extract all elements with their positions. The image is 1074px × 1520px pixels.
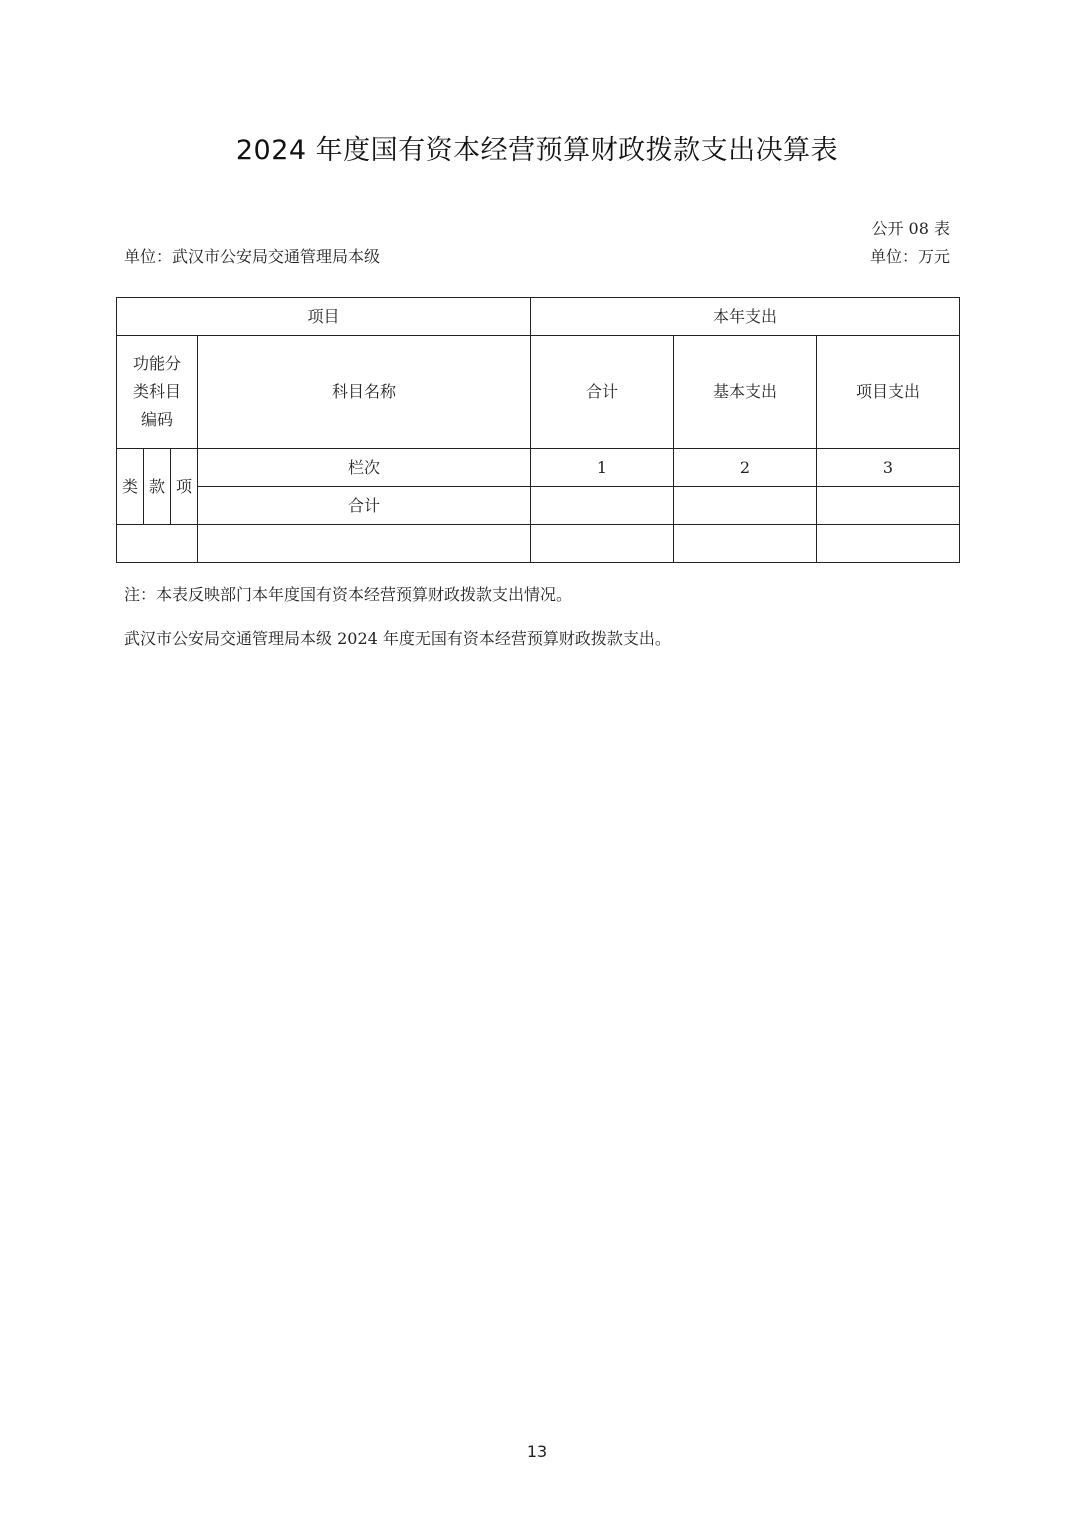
- header-item-cell: 项目: [117, 298, 531, 336]
- empty-project-cell: [817, 525, 960, 563]
- total-header: 合计: [531, 336, 674, 449]
- func-code-line: 功能分: [132, 354, 181, 373]
- column-number-2: 2: [674, 449, 817, 487]
- header-row-2: [117, 336, 960, 449]
- basic-expense-header: 基本支出: [674, 336, 817, 449]
- empty-total-cell: [531, 525, 674, 563]
- code-lei-cell: 类: [117, 449, 144, 525]
- basic-value-cell: [674, 487, 817, 525]
- empty-code-cell: [117, 525, 198, 563]
- subject-name-header: 科目名称: [198, 336, 531, 449]
- page-title: 2024 年度国有资本经营预算财政拨款支出决算表: [235, 135, 839, 166]
- table-number: 公开 08 表: [871, 219, 950, 238]
- func-code-line: 类科目: [132, 382, 181, 401]
- unit-currency: 单位：万元: [869, 247, 950, 266]
- project-value-cell: [817, 487, 960, 525]
- empty-row: [117, 525, 960, 563]
- column-number-3: 3: [817, 449, 960, 487]
- column-label-cell: 栏次: [198, 449, 531, 487]
- table-note: 注：本表反映部门本年度国有资本经营预算财政拨款支出情况。: [124, 585, 573, 604]
- code-xiang-cell: 项: [171, 449, 198, 525]
- empty-subject-cell: [198, 525, 531, 563]
- column-number-row: [117, 449, 960, 487]
- code-kuan-cell: 款: [144, 449, 171, 525]
- unit-organization: 单位：武汉市公安局交通管理局本级: [124, 247, 381, 266]
- func-code-header: [117, 336, 198, 449]
- column-number-1: 1: [531, 449, 674, 487]
- header-expense-cell: 本年支出: [531, 298, 960, 336]
- total-value-cell: [531, 487, 674, 525]
- total-row: [117, 487, 960, 525]
- empty-basic-cell: [674, 525, 817, 563]
- budget-table: [116, 297, 960, 563]
- total-label-cell: 合计: [198, 487, 531, 525]
- header-row-1: [117, 298, 960, 336]
- project-expense-header: 项目支出: [817, 336, 960, 449]
- no-expense-statement: 武汉市公安局交通管理局本级 2024 年度无国有资本经营预算财政拨款支出。: [124, 629, 671, 648]
- page-number: 13: [526, 1442, 548, 1461]
- func-code-line: 编码: [140, 410, 173, 429]
